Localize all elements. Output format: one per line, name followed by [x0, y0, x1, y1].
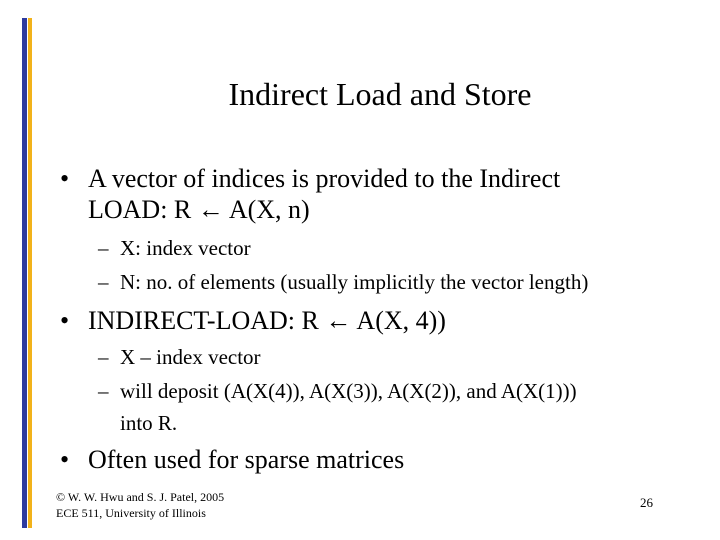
- bullet-1-sub-1: [98, 232, 251, 264]
- bullet-mark: •: [60, 164, 70, 193]
- dash-mark: –: [98, 345, 109, 369]
- left-accent-bar-gold: [28, 18, 32, 528]
- bullet-1: [60, 163, 560, 225]
- page-number: 26: [640, 495, 653, 510]
- dash-mark: –: [98, 236, 109, 260]
- bullet-1-sub-1-text: X: index vector: [120, 236, 251, 260]
- dash-mark: –: [98, 270, 109, 294]
- bullet-3: [60, 444, 404, 475]
- bullet-mark: •: [60, 445, 70, 474]
- slide-title: Indirect Load and Store: [228, 76, 532, 112]
- bullet-2: [60, 305, 446, 336]
- bullet-1-text-line2: LOAD: R ← A(X, n): [88, 195, 310, 224]
- bullet-3-text: Often used for sparse matrices: [88, 445, 405, 474]
- bullet-2-text: INDIRECT-LOAD: R ← A(X, 4)): [88, 306, 446, 335]
- bullet-1-sub-2-text: N: no. of elements (usually implicitly the vector length): [120, 270, 589, 294]
- bullet-2-sub-1: [98, 341, 261, 373]
- bullet-1-text-line1: A vector of indices is provided to the Indirect: [88, 164, 561, 193]
- bullet-mark: •: [60, 306, 70, 335]
- bullet-2-sub-1-text: X – index vector: [120, 345, 261, 369]
- bullet-2-sub-2-text-line2: into R.: [120, 411, 178, 435]
- footer-copyright: © W. W. Hwu and S. J. Patel, 2005: [56, 490, 225, 504]
- footer-course: ECE 511, University of Illinois: [56, 506, 206, 520]
- bullet-2-sub-2: [98, 375, 577, 439]
- dash-mark: –: [98, 379, 109, 403]
- bullet-1-sub-2: [98, 266, 588, 298]
- left-accent-bar-blue: [22, 18, 27, 528]
- bullet-2-sub-2-text-line1: will deposit (A(X(4)), A(X(3)), A(X(2)), and A(X(1))): [120, 379, 577, 403]
- footer-credits: [56, 489, 224, 521]
